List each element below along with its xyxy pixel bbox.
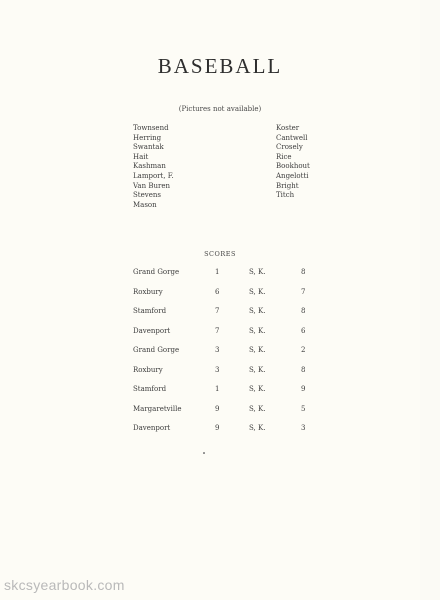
opponent-score: 3 [215, 365, 220, 374]
opponent-name: Roxbury [133, 365, 163, 374]
opponent-score: 3 [215, 346, 220, 354]
roster-right-column [276, 124, 310, 201]
opponent-name: Stamford [133, 385, 167, 393]
opponent-score: 1 [215, 385, 220, 393]
site-watermark: skcsyearbook.com [4, 577, 125, 593]
score-row [0, 327, 440, 347]
page-subtitle: (Pictures not available) [178, 105, 262, 113]
roster-name: Koster [276, 124, 300, 132]
roster-name: Crosely [276, 143, 303, 152]
scores-table [0, 268, 440, 444]
opponent-name: Davenport [133, 424, 171, 432]
roster-name: Mason [133, 200, 157, 209]
team-name: S, K. [249, 385, 266, 393]
team-name: S, K. [249, 424, 266, 432]
opponent-score: 7 [215, 307, 220, 315]
roster-name: Titch [276, 191, 295, 200]
opponent-name: Stamford [133, 307, 167, 315]
opponent-name: Davenport [133, 326, 171, 335]
team-score: 9 [301, 385, 306, 393]
team-name: S, K. [249, 326, 266, 335]
team-name: S, K. [249, 365, 266, 374]
roster-name: Hait [133, 152, 149, 161]
opponent-name: Grand Gorge [133, 268, 180, 276]
team-score: 2 [301, 346, 306, 354]
roster-name: Van Buren [133, 181, 170, 190]
page-title: BASEBALL [157, 54, 283, 78]
roster-name: Rice [276, 152, 292, 161]
opponent-score: 9 [215, 404, 220, 413]
team-name: S, K. [249, 307, 266, 315]
team-score: 8 [301, 365, 306, 374]
team-score: 7 [301, 287, 306, 296]
team-name: S, K. [249, 268, 266, 276]
opponent-name: Roxbury [133, 287, 163, 296]
team-score: 6 [301, 326, 306, 335]
score-row [0, 288, 440, 308]
roster-name: Cantwell [276, 133, 308, 142]
roster-name: Herring [133, 133, 162, 142]
team-score: 3 [301, 424, 306, 432]
team-score: 8 [301, 268, 306, 276]
opponent-score: 9 [215, 424, 220, 432]
team-name: S, K. [249, 287, 266, 296]
roster-name: Stevens [133, 191, 161, 200]
roster-name: Lamport, F. [133, 171, 174, 180]
team-score: 5 [301, 404, 306, 413]
score-row [0, 424, 440, 444]
roster-name: Angelotti [276, 171, 309, 180]
opponent-score: 1 [215, 268, 220, 276]
roster-name: Townsend [133, 124, 169, 132]
score-row [0, 268, 440, 288]
team-name: S, K. [249, 404, 266, 413]
roster-name: Bookhout [276, 162, 310, 171]
opponent-score: 6 [215, 287, 220, 296]
scores-heading: SCORES [204, 250, 236, 258]
opponent-name: Margaretville [133, 404, 182, 413]
roster-left-column [133, 124, 174, 210]
team-score: 8 [301, 307, 306, 315]
opponent-name: Grand Gorge [133, 346, 180, 354]
score-row [0, 307, 440, 327]
opponent-score: 7 [215, 326, 220, 335]
roster-name: Kashman [133, 162, 166, 171]
team-name: S, K. [249, 346, 266, 354]
score-row [0, 366, 440, 386]
roster-name: Swantak [133, 143, 164, 152]
score-row [0, 346, 440, 366]
ink-speck [203, 452, 205, 454]
score-row [0, 385, 440, 405]
score-row [0, 405, 440, 425]
roster-name: Bright [276, 181, 299, 190]
